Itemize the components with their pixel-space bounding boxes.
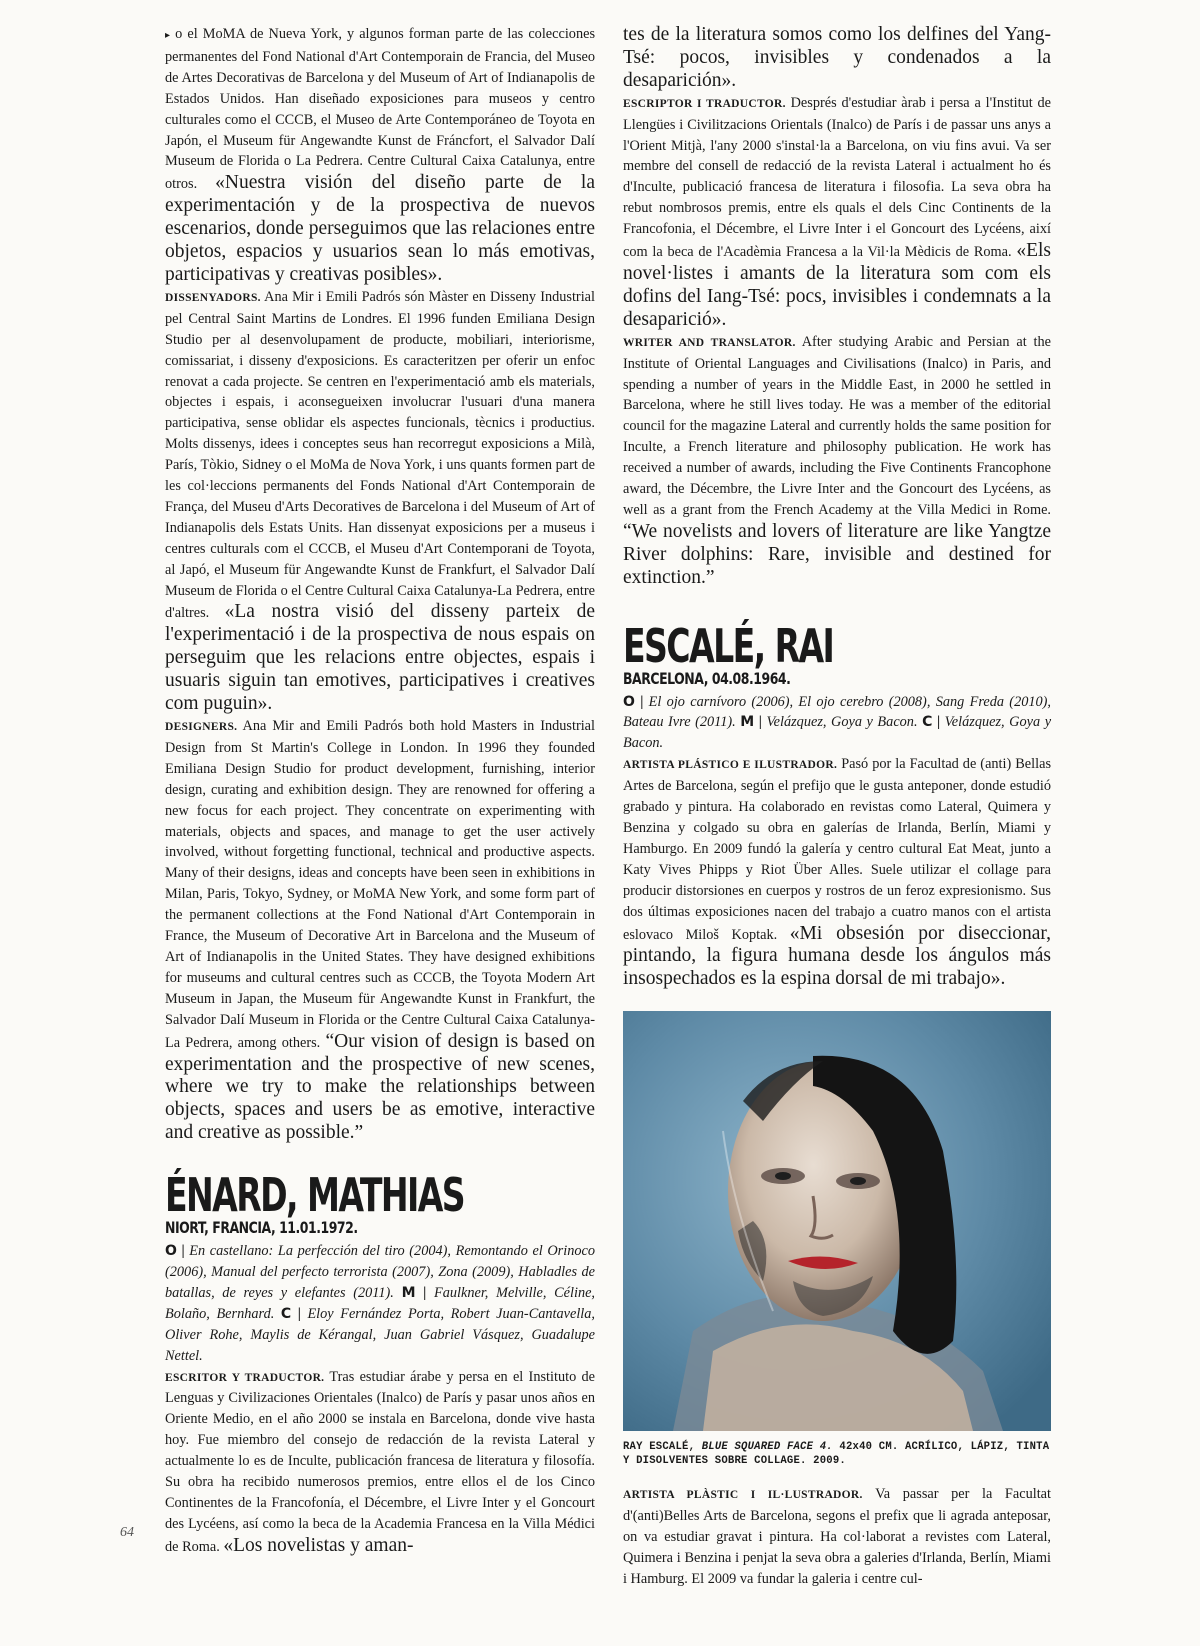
english-text: Ana Mir and Emili Padrós both hold Masters in Industrial Design from St Martin's College in London. In 1996 they founded Emiliana Design Studio for product development, furnishing, interior design, curating and exhibition design. They are renowned for offering a new focus for each project. They concentrate on experimenting with materials, objects and spaces, and manage to get the user actively involved, without forgetting functional, technical and productive aspects. Many of their designs, ideas and concepts have been seen in exhibitions in Milan, Paris, Tokyo, Sydney, or MoMA New York, and some form part of the permanent collections at the Fond National d'Art Contemporain in France, the Museum of Decorative Art in Barcelona and the Museum of Art of Indianapolis in the United States. They have designed exhibitions for museums and cultural centres such as CCCB, the Toyota Modern Art Museum in Japan, the Museum für Angewandte Kunst in Frankfurt, the Salvador Dalí Museum in Florida or the Centre Cultural Caixa Catalunya-La Pedrera, among others.	[165, 718, 595, 1051]
escale-spanish-paragraph	[623, 754, 1051, 991]
tag-c: C	[922, 714, 933, 731]
enard-es-lead: ESCRITOR Y TRADUCTOR.	[165, 1371, 325, 1384]
enard-catalan-paragraph	[623, 93, 1051, 332]
enard-cat-text: Després d'estudiar àrab i persa a l'Institut de Llengües i Civilitzacions Orientals (Inalco) de París i de passar uns anys a l'Orient Mitjà, l'any 2000 s'instal·la a Barcelona, on viu fins avui. Va ser membre del consell de redacció de la revista Lateral i actualment ho és d'Inculte, publicació francesa de literatura i filosofia. La seva obra ha rebut nombrosos premis, entre els quals el dels Cinc Continents de la Francofonia, el Décembre, el Livre Inter i el Goncourt des Lycéens, així com la beca de l'Acadèmia Francesa a la Vil·la Mèdicis de Roma.	[623, 94, 1051, 261]
page-number: 64	[120, 1525, 134, 1540]
enard-en-quote: “We novelists and lovers of literature are like Yangtze River dolphins: Rare, invisible and destined for extinction.”	[623, 520, 1051, 588]
right-column	[623, 24, 1051, 1590]
enard-birth: NIORT, FRANCIA, 11.01.1972.	[165, 1218, 358, 1238]
escale-es-text: Pasó por la Facultad de (anti) Bellas Artes de Barcelona, según el prefijo que le gusta anteponer, donde estudió grabado y pintura. Ha colaborado en revistas como Lateral, Quimera y Benzina y colgado su obra en galerías de Irlanda, Berlín, Miami y Hamburgo. En 2009 fundó la galería y centro cultural Eat Meat, junto a Katy Vives Phipps y Riot Über Alles. Suele utilizar el collage para producir distorsiones en cuerpos y rostros de un feroz expresionismo. Sus dos últimas exposiciones nacen del trabajo a cuatro manos con el artista eslovaco Miloš Koptak.	[623, 756, 1052, 943]
enard-spanish-paragraph	[165, 1367, 595, 1558]
escale-catalan-paragraph	[623, 1484, 1051, 1590]
artwork-image	[623, 1011, 1051, 1431]
escale-works: O | El ojo carnívoro (2006), El ojo cerebro (2008), Sang Freda (2010), Bateau Ivre (2011). M | Velázquez, Goya y Bacon. C | Velázquez, Goya y Bacon.	[623, 693, 1052, 752]
enard-es-quote-start: «Los novelistas y aman-	[223, 1534, 414, 1556]
left-column	[165, 24, 595, 1558]
enard-es-quote-end: tes de la literatura somos como los delfines del Yang-Tsé: pocos, invisibles y condenados a la desaparición».	[623, 24, 1051, 91]
tag-o: O	[623, 693, 635, 710]
enard-en-text: After studying Arabic and Persian at the Institute of Oriental Languages and Civilisations (Inalco) in Paris, and spending a number of years in the Middle East, in 2000 he settled in Barcelona, where he still lives today. He was a member of the editorial council for the magazine Lateral and currently holds the same position for Inculte, a French literature and philosophy publication. He work has received a number of awards, including the Five Continents Francophone award, the Décembre, the Livre Inter and the Goncourt des Lycéens, as well as a grant from the French Academy at the Villa Medici in Rome.	[623, 333, 1051, 518]
escale-es-lead: ARTISTA PLÁSTICO E ILUSTRADOR.	[623, 759, 838, 772]
enard-english-paragraph	[623, 332, 1051, 590]
escale-es-quote: «Mi obsesión por diseccionar, pintando, la figura humana desde los ángulos más insospechados es la espina dorsal de mi trabajo».	[623, 922, 1051, 990]
tag-c: C	[280, 1305, 292, 1322]
enard-en-lead: WRITER AND TRANSLATOR.	[623, 336, 796, 349]
english-paragraph	[165, 716, 595, 1145]
artwork-caption	[623, 1440, 1051, 1468]
escale-birth: BARCELONA, 04.08.1964.	[623, 668, 791, 688]
enard-es-text: Tras estudiar árabe y persa en el Instituto de Lenguas y Civilizaciones Orientales (Inalco) de París y pasar unos años en Oriente Medio, en el año 2000 se instala en Barcelona, donde vive hasta hoy. Fue miembro del consejo de redacción de la revista Lateral y actualmente lo es de Inculte, publicación francesa de literatura y filosofía. Su obra ha recibido numerosos premios, entre ellos el de los Cinco Continentes de la Francofonía, el Décembre, el Livre Inter y el Goncourt des Lycéens, así como la beca de la Academia Francesa en la Villa Médici de Roma.	[165, 1368, 595, 1555]
escale-works-o: El ojo carnívoro (2006), El ojo cerebro (2008), Sang Freda (2010), Bateau Ivre (2011).	[623, 693, 1051, 731]
enard-works-c: Eloy Fernández Porta, Robert Juan-Cantavella, Oliver Rohe, Maylis de Kérangal, Juan Gabriel Vásquez, Guadalupe Nettel.	[165, 1305, 596, 1364]
catalan-text: Ana Mir i Emili Padrós són Màster en Disseny Industrial pel Central Saint Martins de Londres. El 1996 funden Emiliana Design Studio per al desenvolupament de producte, mobiliari, interiorisme, comissariat, i disseny d'exposicions. Es caracteritzen per oferir un enfoc renovat a cada projecte. Se centren en l'experimentació amb els materials, objectes i espais, i aconsegueixen involucrar l'usuari d'una manera participativa, sense oblidar els aspectes funcionals, tècnics i productius. Molts dissenys, idees i conceptes seus han recorregut exposicions a Milà, París, Tòkio, Sidney o el MoMa de Nova York, i uns quants formen part de les col·leccions permanents del Fonds National d'Art Contemporain de França, del Museu d'Arts Decoratives de Barcelona i del Museum of Art of Indianapolis dels Estats Units. Han dissenyat exposicions per a museus i centres culturals com el CCCB, el Museu d'Art Contemporani de Toyota, al Japó, el Museum für Angewandte Kunst de Frankfurt, el Salvador Dalí Museum de Florida o el Centre Cultural Caixa Catalunya-La Pedrera, entre d'altres.	[165, 288, 595, 622]
caption-title: BLUE SQUARED FACE 4.	[701, 1441, 833, 1454]
intro-paragraph	[165, 24, 595, 287]
escale-works-c: Velázquez, Goya y Bacon.	[623, 714, 1052, 752]
tag-m: M	[401, 1284, 416, 1301]
catalan-lead: DISSENYADORS.	[165, 291, 261, 304]
escale-works-m: Velázquez, Goya y Bacon.	[766, 714, 918, 731]
escale-name-heading: ESCALÉ, RAI	[623, 618, 834, 673]
enard-quote-continued	[623, 24, 1051, 93]
tag-o: O	[165, 1243, 177, 1260]
tag-m: M	[740, 714, 755, 731]
continuation-arrow-icon: ▸	[165, 30, 171, 41]
enard-works-o: En castellano: La perfección del tiro (2004), Remontando el Orinoco (2006), Manual del perfecto terrorista (2007), Zona (2009), Habladles de batallas, de reyes y elefantes (2011).	[165, 1243, 596, 1301]
english-quote: “Our vision of design is based on experimentation and the prospective of new scenes, where we try to make the relationships between objects, spaces and users be as emotive, interactive and creative as possible.”	[165, 1030, 596, 1144]
enard-cat-lead: ESCRIPTOR I TRADUCTOR.	[623, 97, 786, 110]
enard-name-heading: ÉNARD, MATHIAS	[165, 1168, 465, 1223]
caption-details: 42x40 CM. ACRÍLICO, LÁPIZ, TINTA Y DISOLVENTES SOBRE COLLAGE. 2009.	[623, 1441, 1050, 1468]
catalan-quote: «La nostra visió del disseny parteix de l'experimentació i de la prospectiva de nous espais on perseguim que les relacions entre objectes, espais i usuaris siguin tan emotives, participatives i creatives com puguin».	[165, 601, 595, 715]
intro-quote: «Nuestra visión del diseño parte de la experimentación y de la prospectiva de nuevos escenarios, donde perseguimos que las relaciones entre objetos, espacios y usuarios sean lo más emotivas, participativas y creativas posibles».	[165, 172, 595, 285]
portrait-painting	[623, 1011, 1051, 1431]
intro-text: o el MoMA de Nueva York, y algunos forman parte de las colecciones permanentes del Fond National d'Art Contemporain de Francia, del Museo de Artes Decorativas de Barcelona y del Museum of Art of Indianapolis de Estados Unidos. Han diseñado exposiciones para museos y centro culturales como el CCCB, el Museo de Arte Contemporáneo de Toyota en Japón, el Museum für Angewandte Kunst de Fráncfort, el Salvador Dalí Museum de Florida o La Pedrera. Centre Cultural Caixa Catalunya, entre otros.	[165, 26, 596, 193]
enard-cat-quote: «Els novel·listes i amants de la literatura som com els dofins del Iang-Tsé: pocs, invisibles i condemnats a la desaparició».	[623, 240, 1052, 330]
escale-cat-lead: ARTISTA PLÀSTIC I IL·LUSTRADOR.	[623, 1489, 863, 1502]
enard-works-m: Faulkner, Melville, Céline, Bolaño, Bernhard.	[165, 1284, 596, 1322]
english-lead: DESIGNERS.	[165, 721, 238, 733]
escale-cat-text: Va passar per la Facultat d'(anti)Belles Arts de Barcelona, segons el prefix que li agrada anteposar, on va estudiar gravat i pintura. Ha col·laborat a revistes com Lateral, Quimera i Benzina i penjat la seva obra a galeries d'Irlanda, Berlín, Miami i Hamburg. El 2009 va fundar la galeria i centre cul-	[623, 1486, 1051, 1587]
caption-author: RAY ESCALÉ,	[623, 1441, 696, 1454]
enard-works: O | En castellano: La perfección del tiro (2004), Remontando el Orinoco (2006), Manual del perfecto terrorista (2007), Zona (2009), Habladles de batallas, de reyes y elefantes (2011). M | Faulkner, Melville, Céline, Bolaño, Bernhard. C | Eloy Fernández Porta, Robert Juan-Cantavella, Oliver Rohe, Maylis de Kérangal, Juan Gabriel Vásquez, Guadalupe Nettel.	[165, 1243, 596, 1364]
catalan-paragraph	[165, 287, 595, 716]
